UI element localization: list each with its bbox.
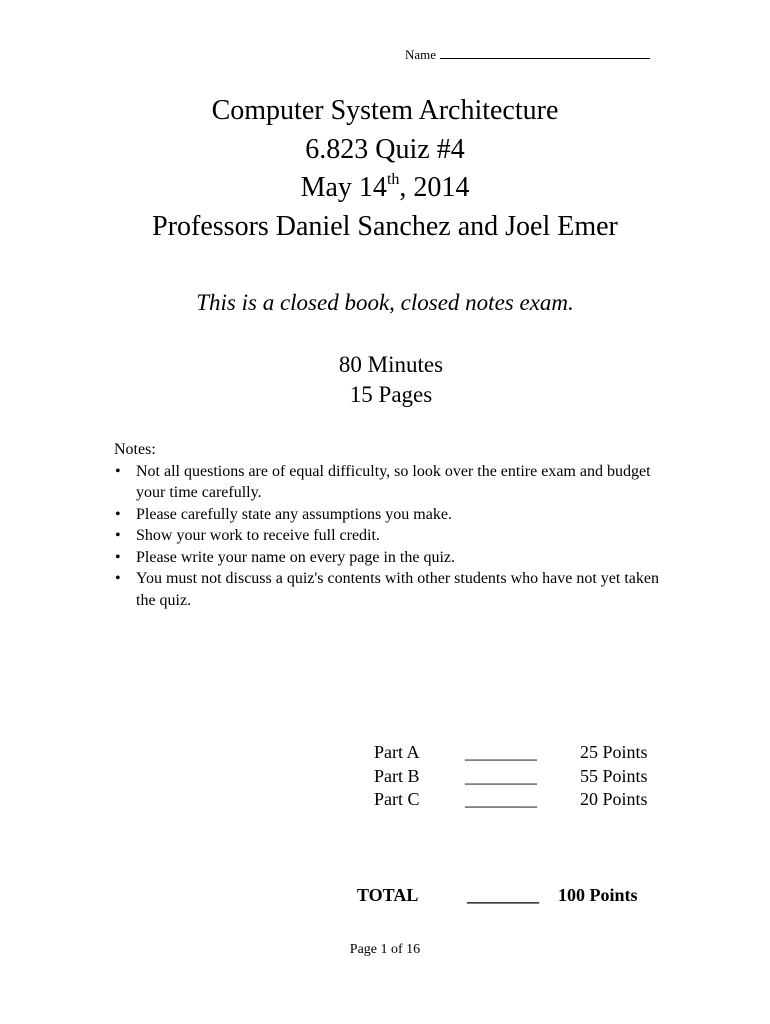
bullet-icon: • (115, 570, 121, 587)
score-blank: ________ (465, 789, 537, 809)
table-row (360, 742, 680, 766)
date-suffix: , 2014 (399, 172, 470, 203)
score-table (360, 742, 680, 813)
duration-block (0, 350, 770, 410)
course-title: Computer System Architecture (211, 95, 559, 126)
list-item (114, 568, 674, 611)
exam-instructions: This is a closed book, closed notes exam. (196, 290, 574, 315)
notes-section (114, 439, 674, 611)
total-label: TOTAL (357, 885, 419, 905)
total-row (357, 885, 677, 909)
notes-heading: Notes: (114, 441, 156, 458)
score-blank: ________ (465, 765, 537, 786)
page-number: Page 1 of 16 (349, 942, 421, 957)
name-blank-line (440, 46, 650, 59)
total-points: 100 Points (558, 885, 638, 905)
total-blank: ________ (467, 885, 539, 905)
table-row (360, 766, 680, 790)
quiz-date (0, 169, 770, 208)
part-label: Part A (374, 742, 420, 762)
part-label: Part B (374, 765, 420, 786)
bullet-icon: • (115, 527, 121, 544)
list-item (114, 547, 674, 569)
points-value: 25 Points (580, 742, 648, 762)
points-value: 20 Points (580, 789, 648, 809)
list-item (114, 504, 674, 526)
note-text: Not all questions are of equal difficulty, so look over the entire exam and budget your time carefully. (136, 462, 651, 501)
points-value: 55 Points (580, 765, 648, 786)
part-label: Part C (374, 789, 420, 809)
table-row (360, 789, 680, 813)
quiz-title: 6.823 Quiz #4 (305, 133, 465, 165)
note-text: Please write your name on every page in the quiz. (136, 548, 455, 566)
bullet-icon: • (115, 548, 121, 566)
note-text: You must not discuss a quiz's contents with other students who have not yet taken the quiz. (136, 570, 659, 609)
notes-list (114, 461, 674, 612)
date-superscript: th (386, 171, 400, 188)
name-field (405, 46, 650, 63)
date-prefix: May 14 (300, 172, 387, 203)
score-blank: ________ (465, 742, 537, 762)
bullet-icon: • (115, 462, 121, 480)
list-item (114, 525, 674, 547)
note-text: Please carefully state any assumptions you make. (136, 505, 452, 523)
page-count: 15 Pages (349, 382, 433, 407)
name-label: Name (405, 47, 437, 62)
minutes: 80 Minutes (338, 352, 444, 377)
list-item (114, 461, 674, 504)
professors: Professors Daniel Sanchez and Joel Emer (152, 210, 618, 242)
bullet-icon: • (115, 505, 121, 523)
title-block (0, 92, 770, 246)
note-text: Show your work to receive full credit. (136, 527, 380, 544)
